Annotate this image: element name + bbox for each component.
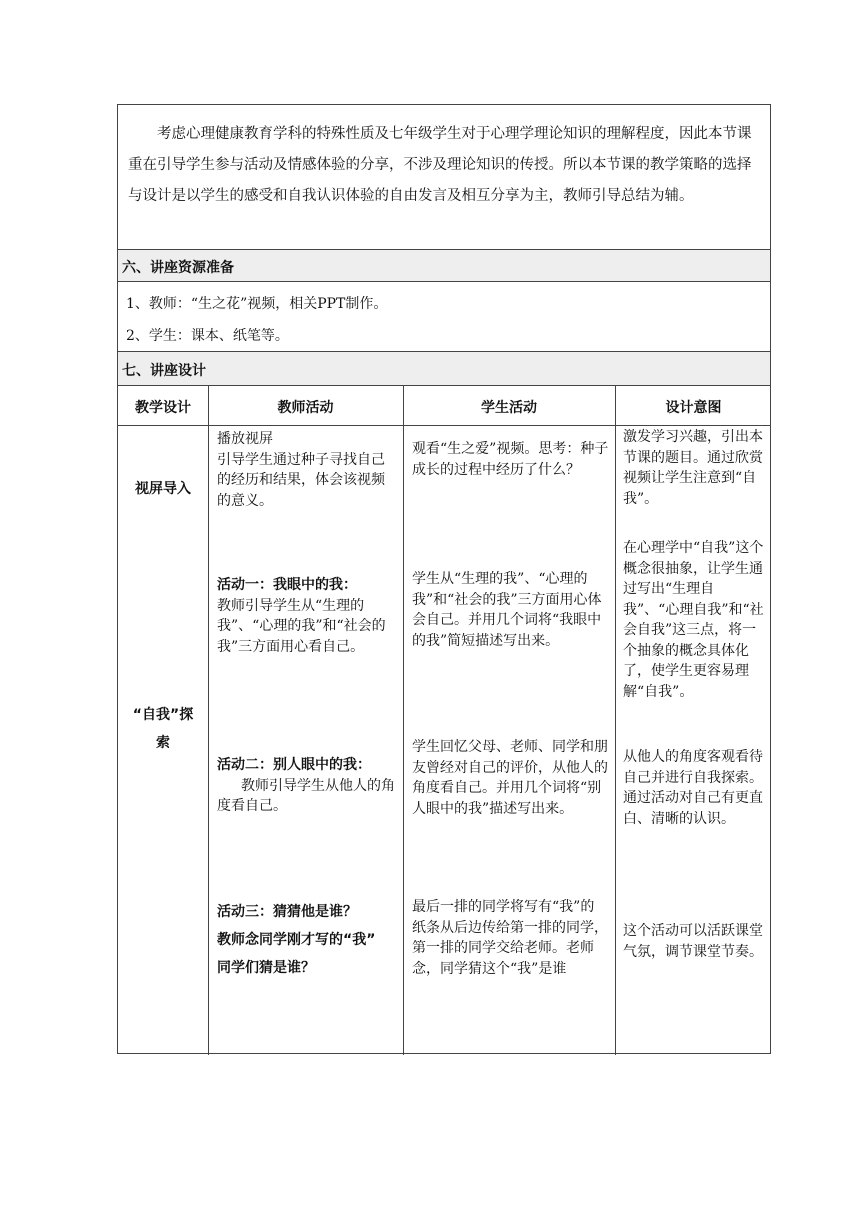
activity2-title: 活动二：别人眼中的我： (217, 757, 371, 773)
row-label-line: “自我”探 (132, 707, 194, 723)
col-header-intent: 设计意图 (665, 400, 722, 416)
row-label-video-intro: 视屏导入 (135, 481, 191, 497)
divider (118, 351, 770, 352)
divider (118, 425, 770, 426)
activity1-title: 活动一：我眼中的我： (217, 577, 357, 593)
student-cell-activity3: 最后一排的同学将写有“我”的纸条从后边传给第一排的同学，第一排的同学交给老师。老师念，同学猜这个“我”是谁 (412, 899, 608, 977)
student-cell-activity1: 学生从“生理的我”、“心理的我”和“社会的我”三方面用心体会自己。并用几个词将“我眼中的我”简短描述写出来。 (412, 571, 602, 649)
teacher-cell-activity1 (217, 575, 397, 657)
divider (118, 281, 770, 282)
teacher-text: 教师引导学生从“生理的我”、“心理的我”和“社会的我”三方面用心看自己。 (217, 597, 386, 655)
section6-heading: 六、讲座资源准备 (122, 260, 234, 276)
intent-cell-video: 激发学习兴趣，引出本节课的题目。通过欣赏视频让学生注意到“自我”。 (623, 429, 763, 507)
column-divider (403, 385, 404, 1055)
divider (118, 249, 770, 250)
teacher-cell-activity2 (217, 755, 397, 817)
lesson-plan-table (117, 104, 771, 1054)
col-header-student: 学生活动 (481, 400, 537, 416)
teacher-text: 同学们猜是谁？ (217, 960, 315, 976)
activity3-title: 活动三：猜猜他是谁？ (217, 904, 357, 920)
intro-paragraph: 考虑心理健康教育学科的特殊性质及七年级学生对于心理学理论知识的理解程度，因此本节课重在引导学生参与活动及情感体验的分享，不涉及理论知识的传授。所以本节课的教学策略的选择与设计是以学生的感受和自我认识体验的自由发言及相互分享为主，教师引导总结为辅。 (128, 126, 752, 204)
teacher-text: 播放视屏 (217, 431, 273, 447)
row-label-line: 索 (156, 735, 170, 751)
col-header-teacher: 教师活动 (277, 400, 334, 416)
intent-cell-activity2: 从他人的角度客观看待自己并进行自我探索。通过活动对自己有更直白、清晰的认识。 (623, 749, 763, 827)
teacher-cell-video (217, 429, 397, 511)
row-label-self-exploration (118, 701, 208, 757)
intent-cell-activity3: 这个活动可以活跃课堂气氛，调节课堂节奏。 (623, 923, 763, 960)
student-cell-activity2: 学生回忆父母、老师、同学和朋友曾经对自己的评价，从他人的角度看自己。并用几个词将“别人眼中的我”描述写出来。 (412, 739, 608, 817)
section7-heading: 七、讲座设计 (122, 363, 206, 379)
section7-header-bg (118, 351, 770, 385)
teacher-text: 教师引导学生从他人的角度看自己。 (217, 777, 395, 814)
column-divider (208, 385, 209, 1055)
intent-cell-activity1: 在心理学中“自我”这个概念很抽象，让学生通过写出“生理自我”、“心理自我”和“社会自我”这三点，将一个抽象的概念具体化了，使学生更容易理解“自我”。 (623, 540, 764, 700)
resource-item-student: 2、学生：课本、纸笔等。 (126, 328, 289, 344)
column-divider (615, 385, 616, 1055)
resource-item-teacher: 1、教师：“生之花”视频，相关PPT制作。 (126, 296, 388, 312)
col-header-design: 教学设计 (135, 400, 191, 416)
teacher-cell-activity3 (217, 898, 402, 982)
divider (118, 385, 770, 386)
teacher-text: 教师念同学刚才写的“我” (217, 932, 376, 948)
student-cell-video: 观看“生之爱”视频。思考：种子成长的过程中经历了什么？ (412, 441, 609, 478)
teacher-text: 引导学生通过种子寻找自己的经历和结果，体会该视频的意义。 (217, 451, 385, 509)
